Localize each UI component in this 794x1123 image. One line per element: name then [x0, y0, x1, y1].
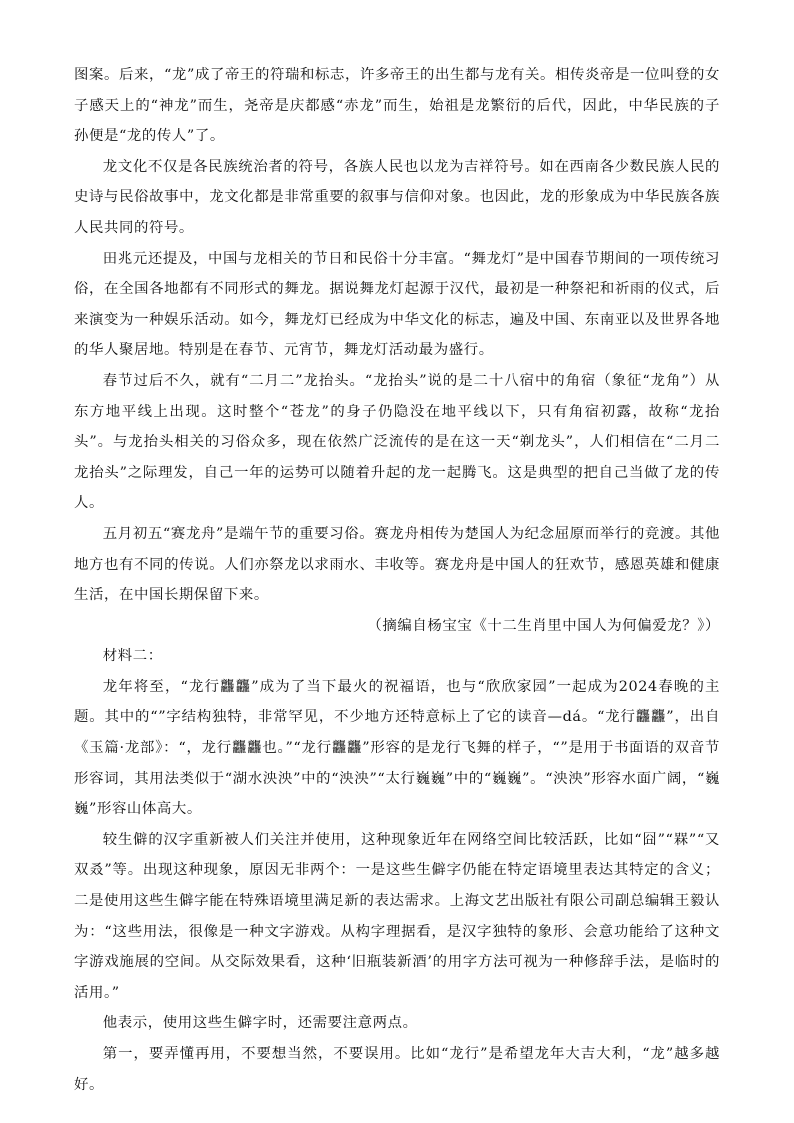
paragraph-4: 春节过后不久，就有“二月二”龙抬头。“龙抬头”说的是二十八宿中的角宿（象征“龙角”）从东方地平线上出现。这时整个“苍龙”的身子仍隐没在地平线以下，只有角宿初露，故称“龙抬头”。与龙抬头相关的习俗众多，现在依然广泛流传的是在这一天“剃龙头”，人们相信在“二月二龙抬头”之际理发，自己一年的运势可以随着升起的龙一起腾飞。这是典型的把自己当做了龙的传人。 [74, 372, 720, 512]
paragraph-7: 较生僻的汉字重新被人们关注并使用，这种现象近年在网络空间比较活跃，比如“囧”“槑”“又双叒”等。出现这种现象，原因无非两个：一是这些生僻字仍能在特定语境里表达其特定的含义；二是使用这些生僻字能在特殊语境里满足新的表达需求。上海文艺出版社有限公司副总编辑王毅认为：“这些用法，很像是一种文字游戏。从构字理据看，是汉字独特的象形、会意功能给了这种文字游戏施展的空间。从交际效果看，这种‘旧瓶装新酒’的用字方法可视为一种修辞手法，是临时的活用。” [74, 831, 720, 1001]
document-page [74, 60, 720, 1100]
source-citation: （摘编自杨宝宝《十二生肖里中国人为何偏爱龙？》） [367, 617, 720, 634]
paragraph-5: 五月初五“赛龙舟”是端午节的重要习俗。赛龙舟相传为楚国人为纪念屈原而举行的竞渡。其他地方也有不同的传说。人们亦祭龙以求雨水、丰收等。赛龙舟是中国人的狂欢节，感恩英雄和健康生活，在中国长期保留下来。 [74, 525, 720, 604]
paragraph-1: 图案。后来，“龙”成了帝王的符瑞和标志，许多帝王的出生都与龙有关。相传炎帝是一位叫登的女子感天上的“神龙”而生，尧帝是庆都感“赤龙”而生，始祖是龙繁衍的后代，因此，中华民族的子孙便是“龙的传人”了。 [74, 67, 720, 145]
paragraph-9: 第一，要弄懂再用，不要想当然，不要误用。比如“龙行”是希望龙年大吉大利，“龙”越多越好。 [74, 1046, 720, 1093]
material-heading: 材料二： [102, 648, 163, 665]
paragraph-3: 田兆元还提及，中国与龙相关的节日和民俗十分丰富。“舞龙灯”是中国春节期间的一项传统习俗，在全国各地都有不同形式的舞龙。据说舞龙灯起源于汉代，最初是一种祭祀和祈雨的仪式，后来演变为一种娱乐活动。如今，舞龙灯已经成为中华文化的标志，遍及中国、东南亚以及世界各地的华人聚居地。特别是在春节、元宵节，舞龙灯活动最为盛行。 [74, 250, 720, 359]
paragraph-2: 龙文化不仅是各民族统治者的符号，各族人民也以龙为吉祥符号。如在西南各少数民族人民的史诗与民俗故事中，龙文化都是非常重要的叙事与信仰对象。也因此，龙的形象成为中华民族各族人民共同的符号。 [74, 158, 720, 236]
paragraph-8: 他表示，使用这些生僻字时，还需要注意两点。 [102, 1015, 418, 1032]
paragraph-6: 龙年将至，“龙行龘龘”成为了当下最火的祝福语，也与“欣欣家园”一起成为2024春晚的主题。其中的“”字结构独特，非常罕见，不少地方还特意标上了它的读音—dá。“龙行龘龘”，出自《玉篇·龙部》：“，龙行龘龘也。”“龙行龘龘”形容的是龙行飞舞的样子，“”是用于书面语的双音节形容词，其用法类似于“湖水泱泱”中的“泱泱”“太行巍巍”中的“巍巍”。“泱泱”形容水面广阔，“巍巍”形容山体高大。 [74, 678, 720, 818]
